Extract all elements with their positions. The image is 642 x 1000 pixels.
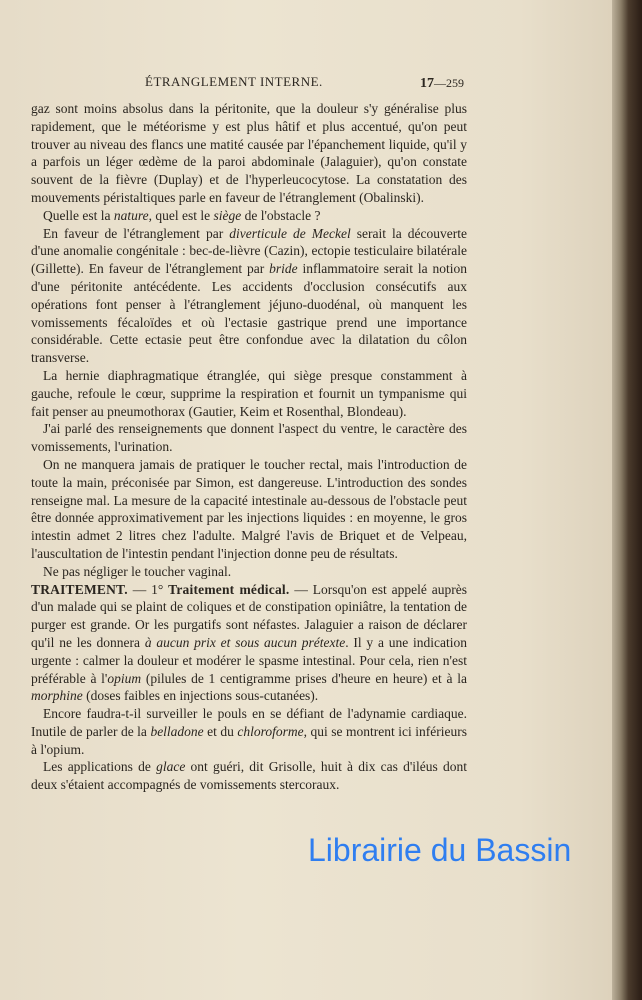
paragraph: En faveur de l'étranglement par diverticule de Meckel serait la découverte d'une anomalie congénitale : bec-de-lièvre (Cazin), ectopie testiculaire bilatérale (Gillette). En faveur de l'étranglement par bride inflammatoire serait la notion d'une péritonite antécédente. Les accidents d'occlusion consécutifs aux opérations font penser à l'étranglement jéjuno-duodénal, où manquent les vomissements fécaloïdes et où l'ectasie gastrique prend une importance considérable. Cette ectasie peut être confondue avec la dilatation du côlon transverse. [31,225,467,366]
paragraph: La hernie diaphragmatique étranglée, qui siège presque constamment à gauche, refoule le cœur, supprime la respiration et fournit un tympanisme qui fait penser au pneumothorax (Gautier, Keim et Rosenthal, Blondeau). [31,367,467,419]
page-number-value: —259 [434,76,464,90]
body-text [31,100,467,794]
treatment-heading: TRAITEMENT. [31,581,128,597]
page-header [40,74,470,94]
paragraph: gaz sont moins absolus dans la péritonite, que la douleur s'y généralise plus rapidement, que le météorisme y est plus hâtif et plus accentué, qu'on peut trouver au niveau des flancs une matité causée par l'épanchement liquide, qu'il y a parfois un léger œdème de la paroi abdominale (Jalaguier), qu'on constate souvent de la fièvre (Duplay) et de l'hyperleucocytose. La constatation des mouvements péristaltiques parle en faveur de l'étranglement (Obalinski). [31,101,467,205]
page-number [420,76,464,92]
paragraph: On ne manquera jamais de pratiquer le toucher rectal, mais l'introduction de toute la main, préconisée par Simon, est dangereuse. L'introduction des sondes renseigne mal. La mesure de la capacité intestinale au-dessous de l'obstacle peut être donnée approximativement par les injections liquides : en moyenne, le gros intestin admet 2 litres chez l'adulte. Malgré l'avis de Briquet et de Velpeau, l'auscultation de l'intestin pendant l'injection donne peu de résultats. [31,456,467,561]
signature-mark: 17 [420,76,434,91]
paragraph: J'ai parlé des renseignements que donnent l'aspect du ventre, le caractère des vomissements, l'urination. [31,421,467,455]
paragraph: Encore faudra-t-il surveiller le pouls en se défiant de l'adynamie cardiaque. Inutile de parler de la belladone et du chloroforme, qui se montrent ici inférieurs à l'opium. [31,706,467,757]
paragraph: Ne pas négliger le toucher vaginal. [43,563,232,579]
running-title: ÉTRANGLEMENT INTERNE. [145,74,323,89]
watermark: Librairie du Bassin [308,832,572,868]
medical-treatment-heading: Traitement médical. [168,581,290,597]
book-spine [612,0,642,1000]
paragraph: Quelle est la nature, quel est le siège de l'obstacle ? [43,207,321,223]
paragraph-treatment: TRAITEMENT. — 1° Traitement médical. — Lorsqu'on est appelé auprès d'un malade qui se plaint de coliques et de constipation opiniâtre, la tentation de purger est grande. Or les purgatifs sont néfastes. Jalaguier a raison de déclarer qu'il ne les donnera à aucun prix et sous aucun prétexte. Il y a une indication urgente : calmer la douleur et modérer le spasme intestinal. Pour cela, rien n'est préférable à l'opium (pilules de 1 centigramme prises d'heure en heure) et à la morphine (doses faibles en injections sous-cutanées). [31,581,468,704]
paragraph: Les applications de glace ont guéri, dit Grisolle, huit à dix cas d'iléus dont deux s'étaient accompagnés de vomissements stercoraux. [31,759,467,793]
